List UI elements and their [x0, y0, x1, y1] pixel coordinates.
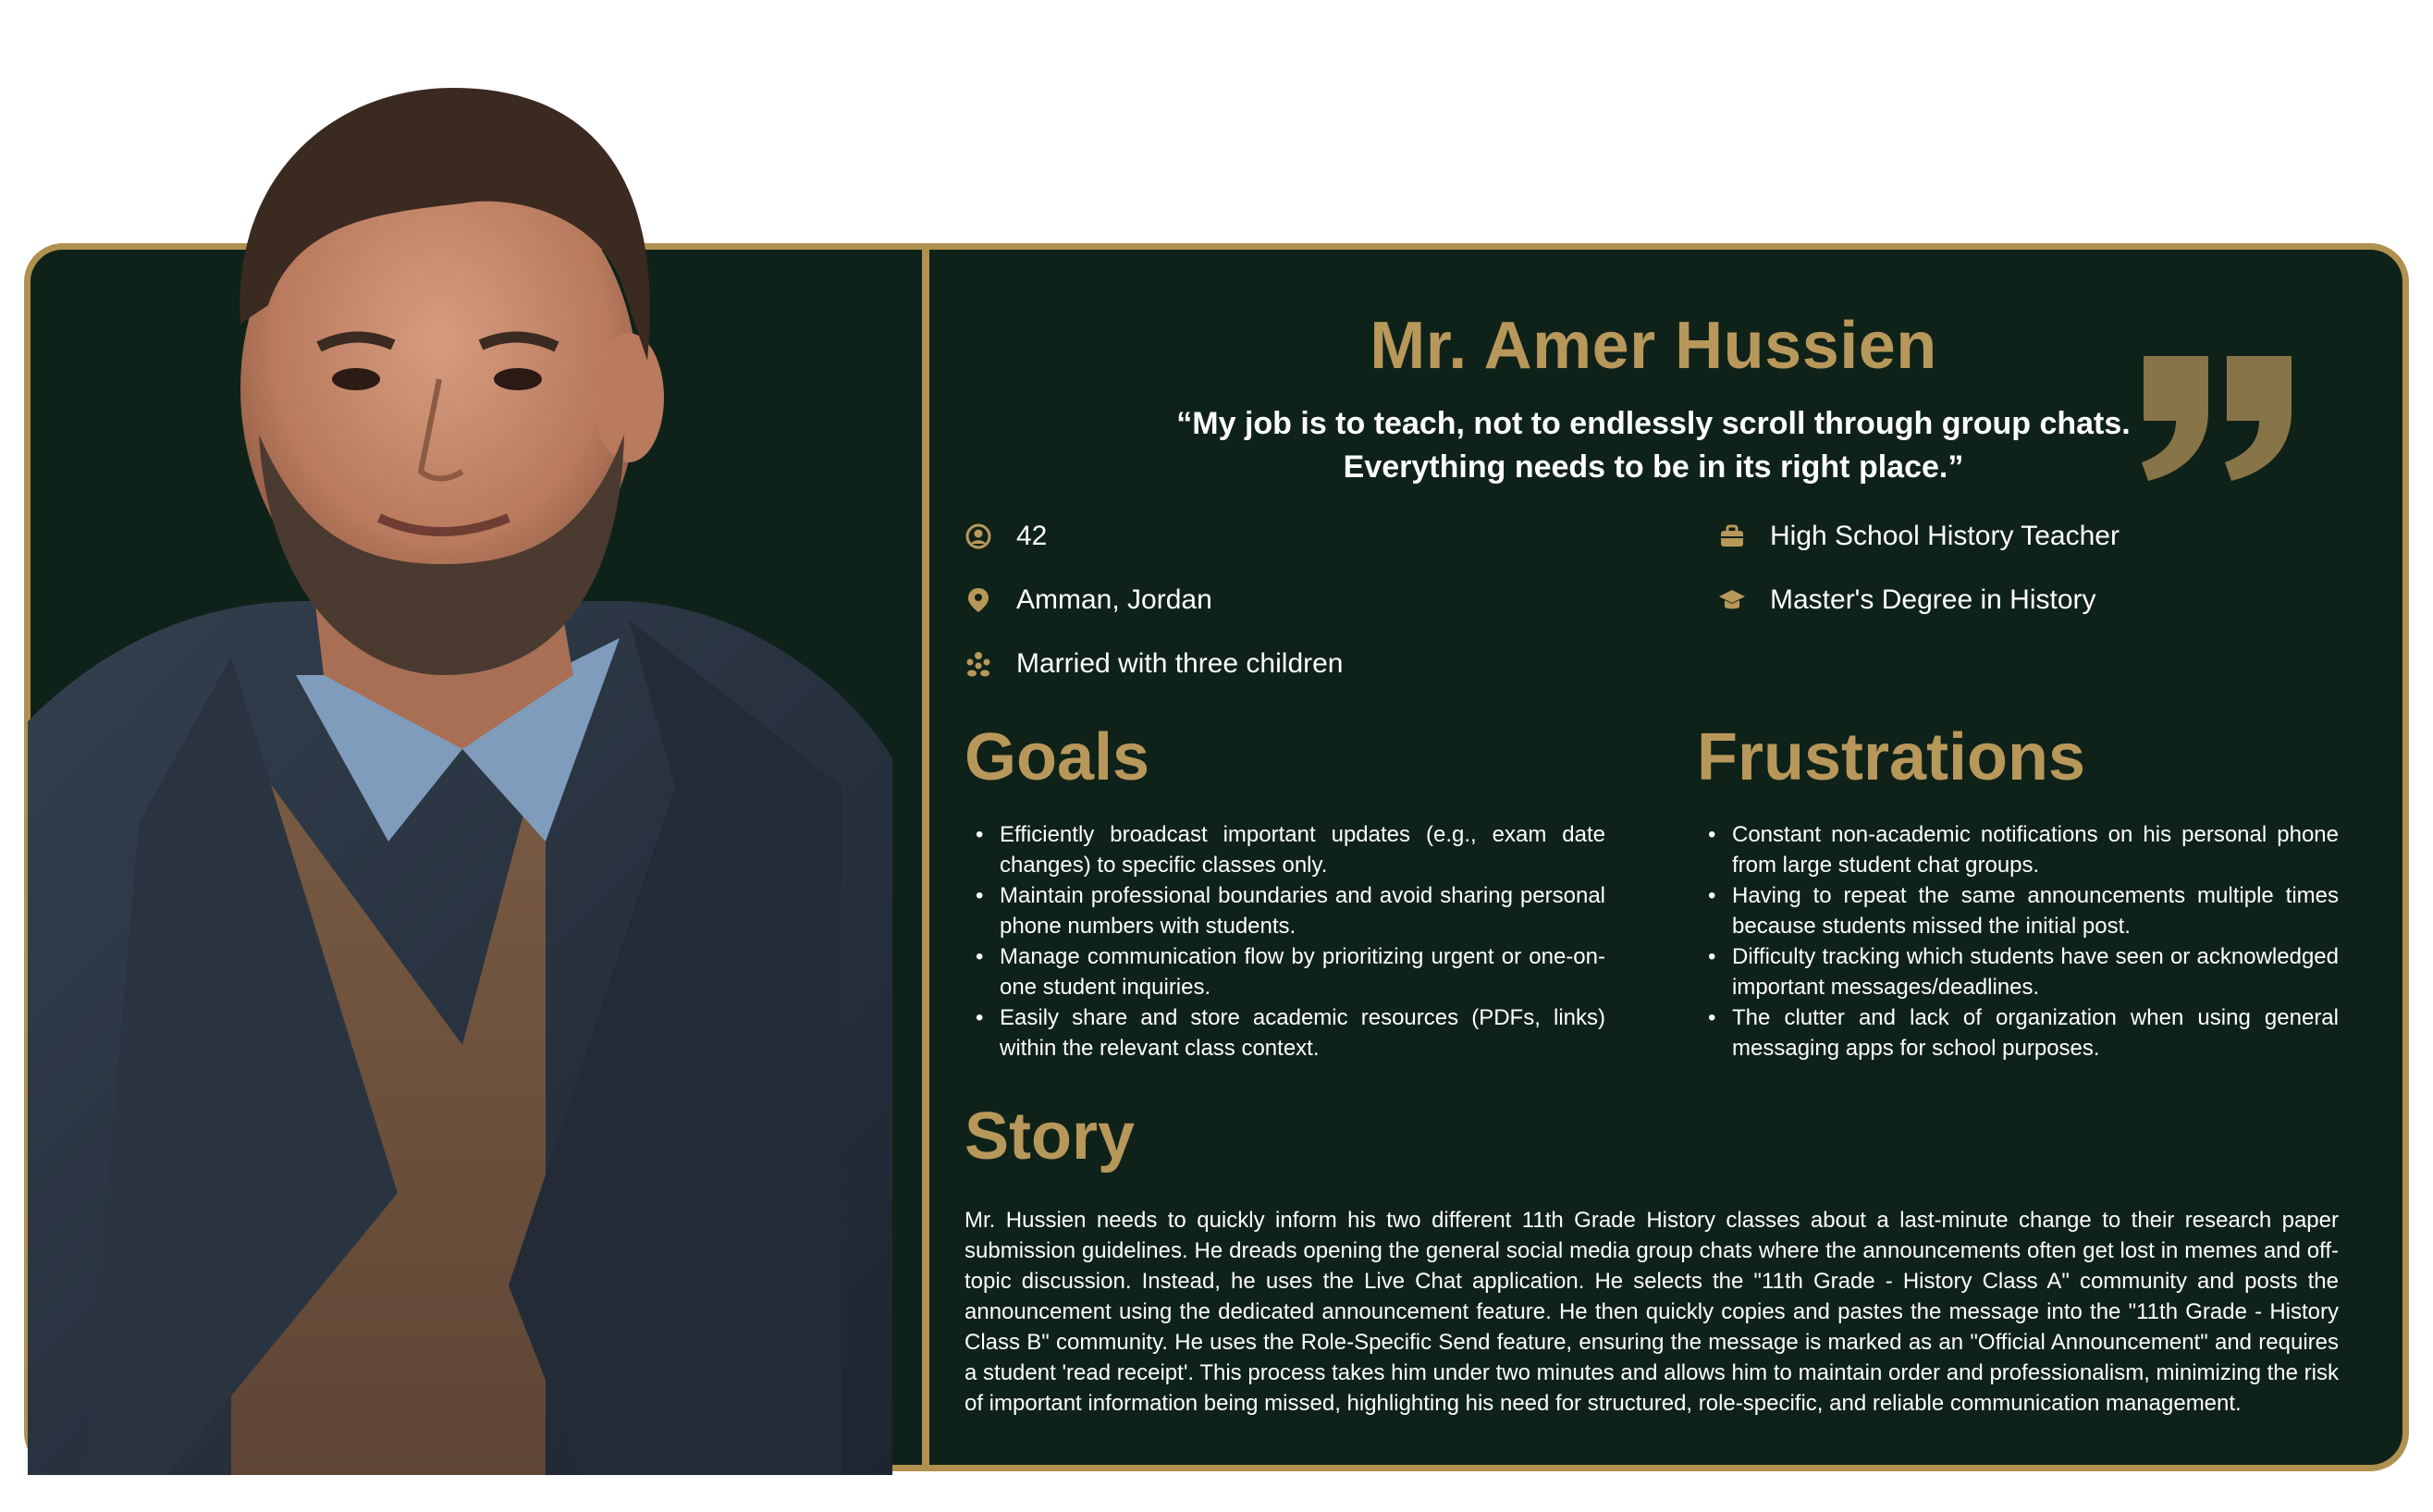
persona-name: Mr. Amer Hussien [1370, 309, 1937, 383]
goals-list [965, 819, 1605, 1063]
goals-title: Goals [965, 720, 1150, 794]
briefcase-icon [1718, 522, 1746, 550]
frustrations-title: Frustrations [1697, 720, 2086, 794]
family-group-icon [965, 650, 992, 678]
card-divider [922, 250, 929, 1465]
info-occupation [1718, 521, 2120, 552]
quote-line-2: Everything needs to be in its right place.” [1343, 449, 1964, 485]
info-age [965, 521, 1047, 552]
list-item: • Difficulty tracking which students have seen or acknowledged important messages/deadlines. [1697, 941, 2339, 1002]
list-item: • Easily share and store academic resources (PDFs, links) within the relevant class context. [965, 1002, 1605, 1063]
persona-details [965, 243, 2342, 1464]
info-education [1718, 584, 2096, 616]
info-family [965, 648, 1343, 680]
list-item: • The clutter and lack of organization when using general messaging apps for school purposes. [1697, 1002, 2339, 1063]
list-item: • Having to repeat the same announcements multiple times because students missed the initial post. [1697, 880, 2339, 941]
info-location [965, 584, 1212, 616]
info-age-value: 42 [1016, 521, 1048, 551]
user-circle-icon [965, 522, 992, 550]
list-item: • Constant non-academic notifications on his personal phone from large student chat groups. [1697, 819, 2339, 880]
quote-line-1: “My job is to teach, not to endlessly scroll through group chats. [1176, 406, 2131, 441]
frustrations-list [1697, 819, 2339, 1063]
graduation-cap-icon [1718, 586, 1746, 614]
list-item: • Efficiently broadcast important updates (e.g., exam date changes) to specific classes only. [965, 819, 1605, 880]
quote-mark-icon [2134, 347, 2301, 486]
persona-portrait [28, 83, 892, 1475]
story-text: Mr. Hussien needs to quickly inform his two different 11th Grade History classes about a last-minute change to their research paper submission guidelines. He dreads opening the general social media group chats where the announcements often get lost in memes and off-topic discussion. Instead, he uses the Live Chat application. He selects the "11th Grade - History Class A" community and posts the announcement using the dedicated announcement feature. He then quickly copies and pastes the message into the "11th Grade - History Class B" community. He uses the Role-Specific Send feature, ensuring the message is marked as an "Official Announcement" and requires a student 'read receipt'. This process takes him under two minutes and allows him to maintain order and professionalism, minimizing the risk of important information being missed, highlighting his need for structured, role-specific, and reliable communication management. [965, 1208, 2339, 1416]
map-pin-icon [965, 586, 992, 614]
info-occupation-value: High School History Teacher [1770, 521, 2120, 551]
list-item: • Maintain professional boundaries and avoid sharing personal phone numbers with students. [965, 880, 1605, 941]
info-location-value: Amman, Jordan [1016, 584, 1212, 615]
list-item: • Manage communication flow by prioritizing urgent or one-on-one student inquiries. [965, 941, 1605, 1002]
info-education-value: Master's Degree in History [1770, 584, 2096, 615]
story-title: Story [965, 1100, 1136, 1174]
info-family-value: Married with three children [1016, 648, 1344, 679]
